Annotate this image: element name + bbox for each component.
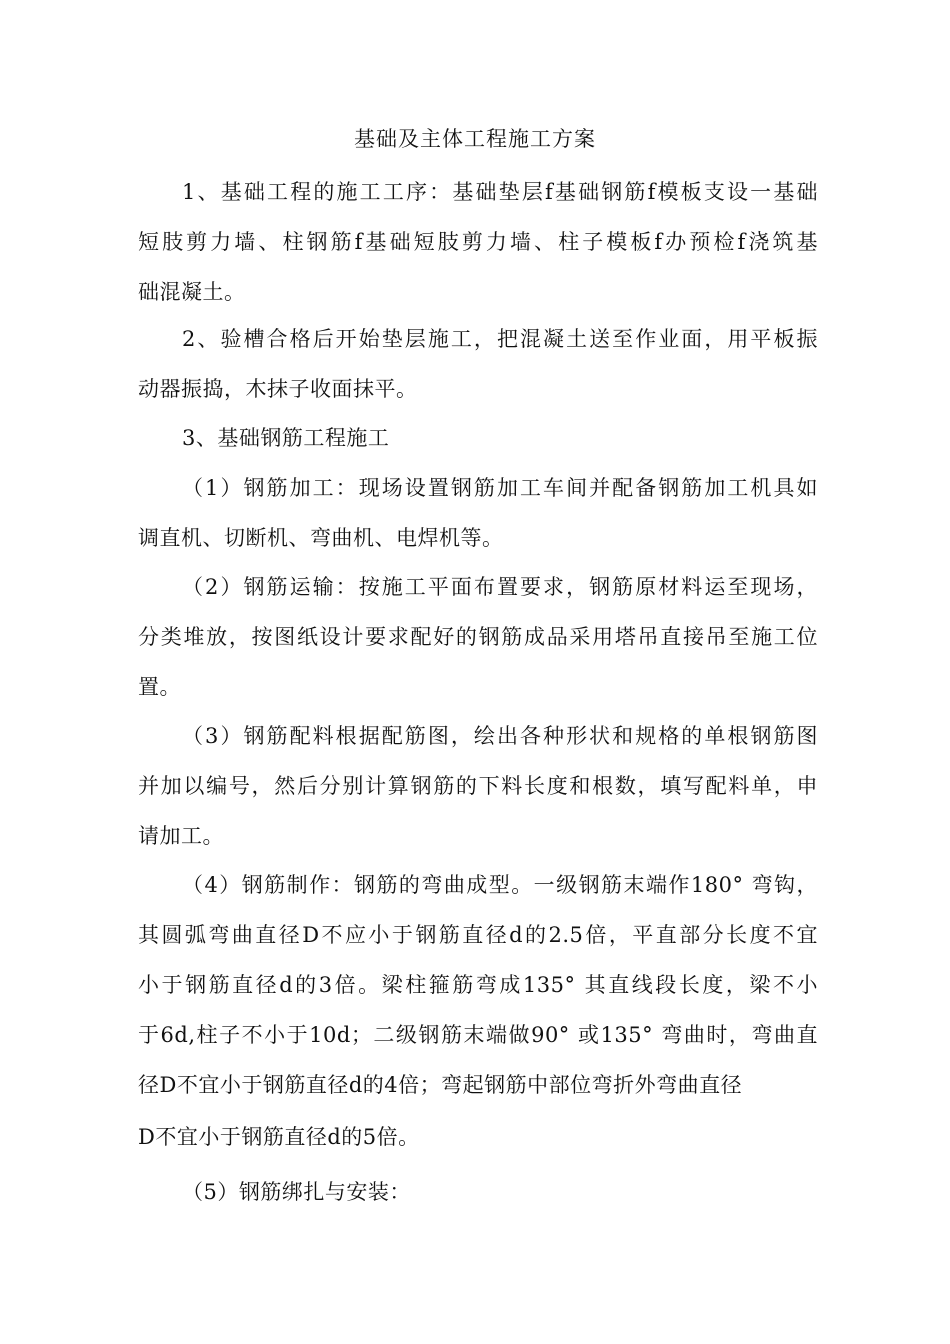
paragraph-line: 2、验槽合格后开始垫层施工，把混凝土送至作业面，用平板振 xyxy=(182,327,818,351)
paragraph-line: 置。 xyxy=(138,675,181,699)
paragraph-6 xyxy=(138,711,818,861)
paragraph-line: （5）钢筋绑扎与安装： xyxy=(182,1180,411,1204)
paragraph-7 xyxy=(138,860,818,1162)
paragraph-line: 1、基础工程的施工工序：基础垫层f基础钢筋f模板支设一基础 xyxy=(182,180,818,204)
paragraph-5 xyxy=(138,562,818,712)
paragraph-8 xyxy=(138,1167,818,1217)
paragraph-1 xyxy=(138,167,818,317)
paragraph-line: 动器振捣，木抹子收面抹平。 xyxy=(138,377,418,401)
paragraph-line: 请加工。 xyxy=(138,824,224,848)
paragraph-line: （3）钢筋配料根据配筋图，绘出各种形状和规格的单根钢筋图 xyxy=(182,724,818,748)
paragraph-line: 其圆弧弯曲直径D不应小于钢筋直径d的2.5倍，平直部分长度不宜 xyxy=(138,923,818,947)
paragraph-line: （2）钢筋运输：按施工平面布置要求，钢筋原材料运至现场， xyxy=(182,575,818,599)
paragraph-line: 调直机、切断机、弯曲机、电焊机等。 xyxy=(138,526,504,550)
paragraph-line: 并加以编号，然后分别计算钢筋的下料长度和根数，填写配料单，申 xyxy=(138,774,818,798)
paragraph-line: 3、基础钢筋工程施工 xyxy=(182,426,390,450)
paragraph-line: 径D不宜小于钢筋直径d的4倍；弯起钢筋中部位弯折外弯曲直径 xyxy=(138,1073,743,1097)
paragraph-line: （1）钢筋加工：现场设置钢筋加工车间并配备钢筋加工机具如 xyxy=(182,476,818,500)
paragraph-line: 分类堆放，按图纸设计要求配好的钢筋成品采用塔吊直接吊至施工位 xyxy=(138,625,818,649)
document-title: 基础及主体工程施工方案 xyxy=(354,127,596,151)
paragraph-4 xyxy=(138,463,818,563)
paragraph-line: 于6d,柱子不小于10d；二级钢筋末端做90° 或135° 弯曲时，弯曲直 xyxy=(138,1023,818,1047)
paragraph-line: （4）钢筋制作：钢筋的弯曲成型。一级钢筋末端作180° 弯钩， xyxy=(182,873,818,897)
paragraph-2 xyxy=(138,314,818,414)
paragraph-line: D不宜小于钢筋直径d的5倍。 xyxy=(138,1125,420,1149)
paragraph-line: 小于钢筋直径d的3倍。梁柱箍筋弯成135° 其直线段长度，梁不小 xyxy=(138,973,818,997)
paragraph-line: 短肢剪力墙、柱钢筋f基础短肢剪力墙、柱子模板f办预检f浇筑基 xyxy=(138,230,818,254)
paragraph-line: 础混凝土。 xyxy=(138,280,246,304)
paragraph-3 xyxy=(138,413,818,463)
